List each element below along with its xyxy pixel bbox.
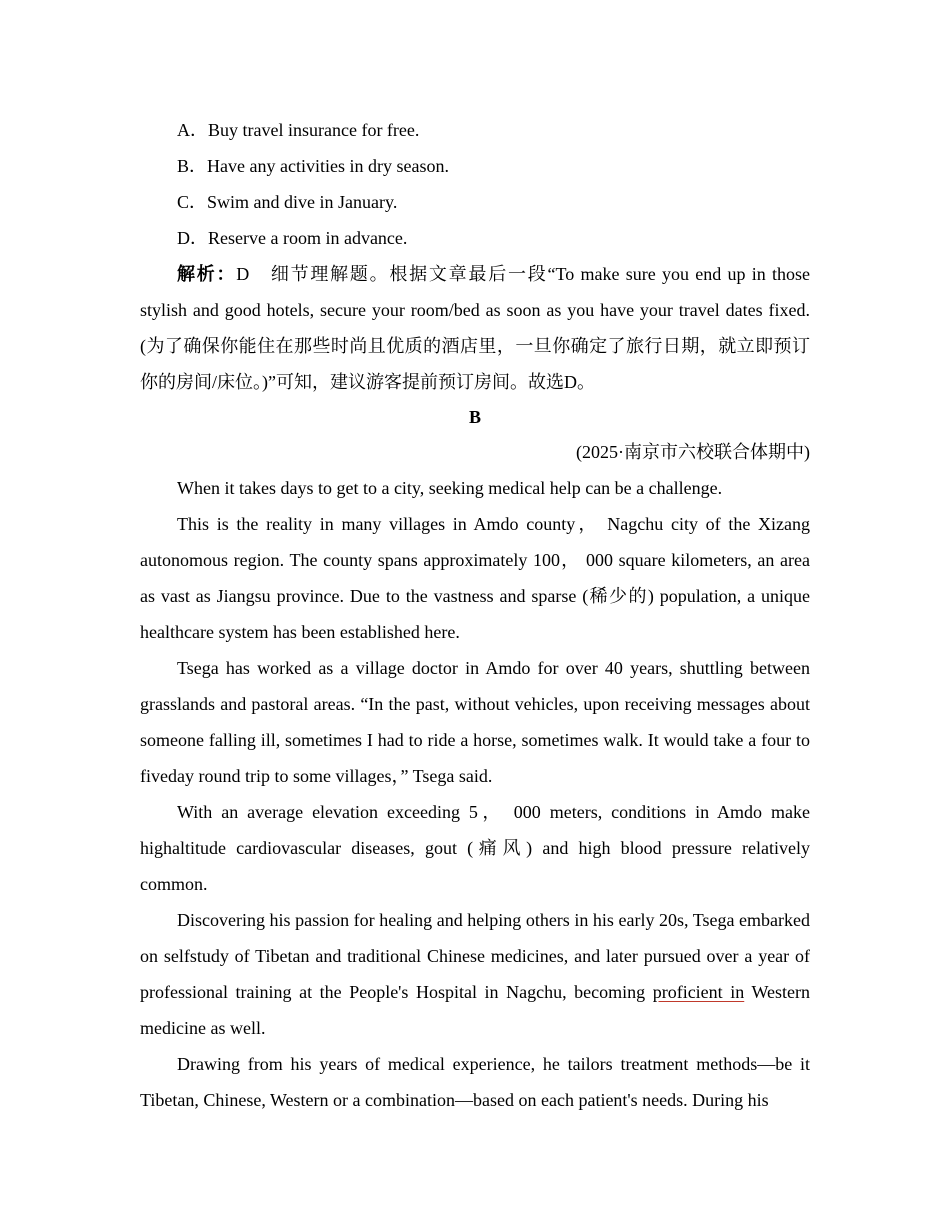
analysis-paragraph <box>140 256 810 400</box>
section-heading: B <box>468 407 481 427</box>
analysis-label: 解析： <box>177 264 237 284</box>
option-text: Swim and dive in January. <box>207 192 398 212</box>
passage-paragraph-5 <box>140 902 810 1046</box>
option-letter: D． <box>177 228 208 248</box>
passage-paragraph-2: This is the reality in many villages in Amdo county， Nagchu city of the Xizang autonomous region. The county spans approximately 100， 000 square kilometers, an area as vast as Jiangsu province. Due to the vastness and sparse (稀少的) population, a unique healthcare system has been established here. <box>140 514 810 642</box>
passage-paragraph-4: With an average elevation exceeding 5， 000 meters, conditions in Amdo make highaltitude cardiovascular diseases, gout (痛风) and high blood pressure relatively common. <box>140 802 810 894</box>
option-d <box>140 220 810 256</box>
document-page <box>140 112 810 1118</box>
option-text: Buy travel insurance for free. <box>208 120 420 140</box>
option-b <box>140 148 810 184</box>
passage-paragraph-6: Drawing from his years of medical experience, he tailors treatment methods—be it Tibetan, Chinese, Western or a combination—based on each patient's needs. During his <box>140 1054 810 1110</box>
analysis-answer: D <box>236 264 250 284</box>
section-source: (2025·南京市六校联合体期中) <box>576 442 810 462</box>
passage-paragraph-3: Tsega has worked as a village doctor in Amdo for over 40 years, shuttling between grasslands and pastoral areas. “In the past, without vehicles, upon receiving messages about someone falling ill, sometimes I had to ride a horse, sometimes walk. It would take a four to fiveday round trip to some villages，” Tsega said. <box>140 658 810 786</box>
option-c <box>140 184 810 220</box>
paragraph-text: Western medicine as well. <box>140 982 811 1038</box>
underlined-phrase: proficient in <box>652 982 745 1002</box>
option-letter: B． <box>177 156 208 176</box>
analysis-body: 细节理解题。根据文章最后一段“To make sure you end up in those stylish and good hotels, secure your room/bed as soon as you have your travel dates fixed.(为了确保你能住在那些时尚且优质的酒店里，一旦你确定了旅行日期，就立即预订你的房间/床位。)”可知，建议游客提前预订房间。故选D。 <box>140 264 811 392</box>
option-letter: A． <box>177 120 208 140</box>
option-text: Reserve a room in advance. <box>208 228 408 248</box>
option-a <box>140 112 810 148</box>
passage-paragraph-1: When it takes days to get to a city, seeking medical help can be a challenge. <box>177 478 723 498</box>
paragraph-text: Discovering his passion for healing and helping others in his early 20s, Tsega embarked on selfstudy of Tibetan and traditional Chinese medicines, and later pursued over a year of professional training at the People's Hospital in Nagchu, becoming <box>140 910 810 1002</box>
option-letter: C． <box>177 192 208 212</box>
option-text: Have any activities in dry season. <box>207 156 449 176</box>
